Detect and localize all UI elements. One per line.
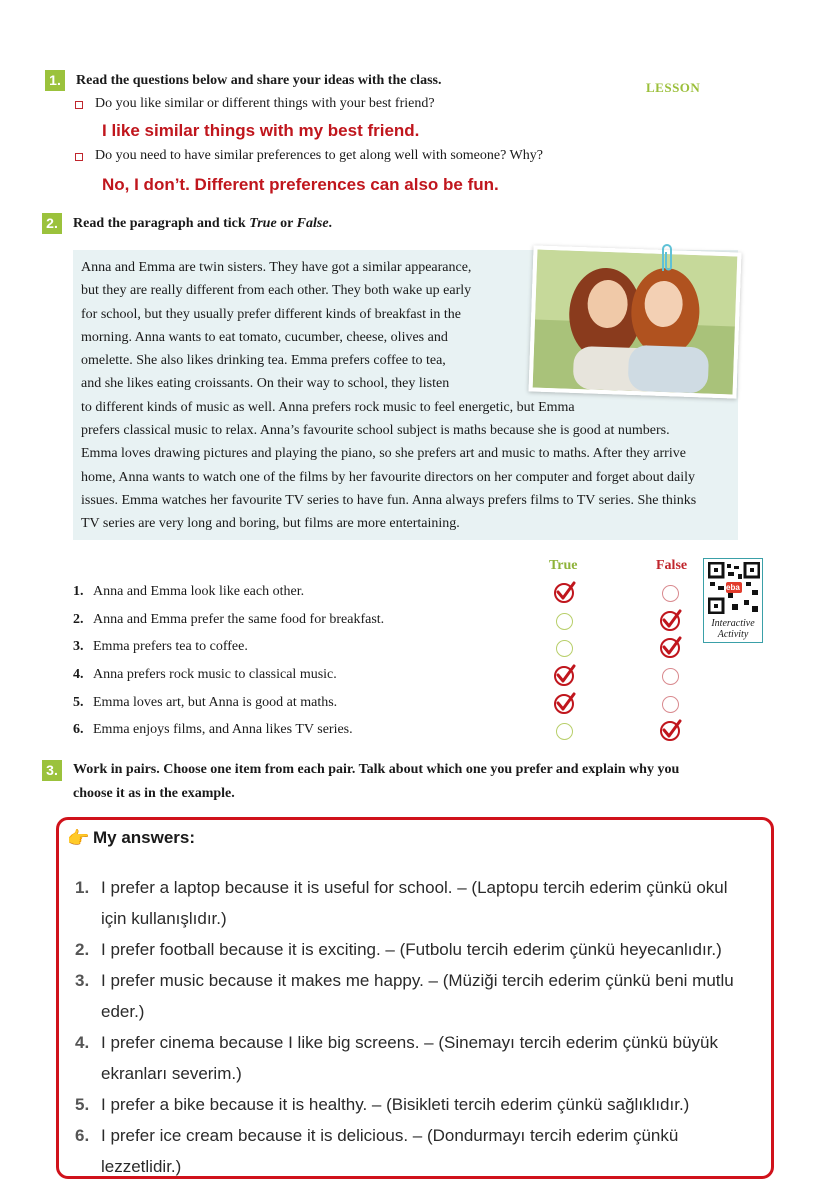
section-1-number: 1. [45, 70, 65, 91]
section-3-instruction-line-1: Work in pairs. Choose one item from each pair. Talk about which one you prefer and explain why you [73, 762, 680, 777]
answer-text: I prefer ice cream because it is delicious. – (Dondurmayı tercih ederim çünkü [101, 1126, 679, 1145]
statement-row [73, 667, 337, 683]
paragraph-line: morning. Anna wants to eat tomato, cucumber, cheese, olives and [81, 329, 448, 345]
answer-number: 5. [75, 1095, 90, 1114]
answers-list [75, 872, 765, 1182]
paragraph-line: omelette. She also likes drinking tea. Emma prefers coffee to tea, [81, 353, 446, 369]
empty-false-circle[interactable] [662, 585, 679, 602]
paragraph-line: issues. Emma watches her favourite TV series to have fun. Anna always prefers films to TV series. She thinks [81, 492, 697, 508]
statement-text: Emma enjoys films, and Anna likes TV series. [93, 722, 353, 737]
statement-row [73, 639, 248, 655]
statement-text: Anna and Emma prefer the same food for breakfast. [93, 612, 385, 627]
statement-row [73, 612, 384, 628]
section-2-number: 2. [42, 213, 62, 234]
empty-false-circle[interactable] [662, 696, 679, 713]
bullet-icon [75, 153, 83, 161]
answer-text: I prefer a bike because it is healthy. – (Bisikleti tercih ederim çünkü sağlıklıdır.) [101, 1095, 690, 1114]
statement-number: 3. [73, 639, 84, 654]
empty-false-circle[interactable] [662, 668, 679, 685]
answer-number: 4. [75, 1033, 90, 1052]
statement-text: Emma prefers tea to coffee. [93, 639, 248, 654]
statement-row [73, 584, 304, 600]
answer-continuation: için kullanışlıdır.) [101, 909, 227, 928]
column-header-true: True [549, 558, 578, 573]
answer-text: I prefer a laptop because it is useful for school. – (Laptopu tercih ederim çünkü okul [101, 878, 728, 897]
statement-text: Anna prefers rock music to classical music. [93, 667, 337, 682]
answer-number: 6. [75, 1126, 90, 1145]
answer-number: 2. [75, 940, 90, 959]
answer-continuation: lezzetlidir.) [101, 1157, 182, 1176]
statement-number: 5. [73, 695, 84, 710]
paragraph-line: for school, but they usually prefer different kinds of breakfast in the [81, 306, 461, 322]
empty-true-circle[interactable] [556, 613, 573, 630]
eba-badge: eba [726, 583, 740, 592]
answer-item [75, 1027, 765, 1089]
statement-number: 1. [73, 584, 84, 599]
answer-continuation: ekranları severim.) [101, 1064, 242, 1083]
empty-true-circle[interactable] [556, 640, 573, 657]
paragraph-line: home, Anna wants to watch one of the films by her favourite directors on her computer and forget about daily [81, 469, 696, 485]
statement-row [73, 722, 353, 738]
answer-item [75, 934, 765, 965]
answer-number: 3. [75, 971, 90, 990]
paragraph-line: and she likes eating croissants. On their way to school, they listen [81, 376, 450, 392]
statement-text: Emma loves art, but Anna is good at maths. [93, 695, 338, 710]
section-3-number: 3. [42, 760, 62, 781]
pointing-hand-icon: 👉 [67, 828, 90, 848]
my-answers-title: My answers: [93, 828, 196, 847]
section-1-answer-2: No, I don’t. Different preferences can also be fun. [102, 175, 499, 194]
paragraph-line: Emma loves drawing pictures and playing the piano, so she prefers art and music to maths. After they arrive [81, 446, 686, 462]
answer-text: I prefer music because it makes me happy. – (Müziği tercih ederim çünkü beni mutlu [101, 971, 734, 990]
answer-number: 1. [75, 878, 90, 897]
empty-true-circle[interactable] [556, 723, 573, 740]
statement-number: 4. [73, 667, 84, 682]
answer-item [75, 872, 765, 934]
reading-paragraph [81, 256, 731, 536]
statement-number: 2. [73, 612, 84, 627]
answer-item [75, 1120, 765, 1182]
answer-text: I prefer cinema because I like big screens. – (Sinemayı tercih ederim çünkü büyük [101, 1033, 719, 1052]
bullet-icon [75, 101, 83, 109]
qr-label-line-1: Interactive [711, 618, 755, 629]
column-header-false: False [656, 558, 688, 573]
lesson-label: LESSON [646, 80, 701, 95]
section-1-answer-1: I like similar things with my best friend. [102, 121, 420, 140]
section-2-instruction: Read the paragraph and tick True or False. [73, 216, 333, 231]
section-1-question-1: Do you like similar or different things with your best friend? [95, 96, 435, 111]
statement-row [73, 695, 337, 711]
section-1-question-2: Do you need to have similar preferences to get along well with someone? Why? [95, 148, 543, 163]
answer-item [75, 965, 765, 1027]
qr-code-card[interactable] [703, 558, 763, 643]
qr-label-line-2: Activity [717, 629, 749, 640]
answer-continuation: eder.) [101, 1002, 145, 1021]
answer-item [75, 1089, 765, 1120]
statement-number: 6. [73, 722, 84, 737]
paragraph-line: prefers classical music to relax. Anna’s favourite school subject is maths because she is good at numbers. [81, 423, 670, 439]
section-1-instruction: Read the questions below and share your ideas with the class. [76, 73, 442, 88]
paragraph-line: Anna and Emma are twin sisters. They have got a similar appearance, [81, 260, 472, 275]
statement-text: Anna and Emma look like each other. [93, 584, 305, 599]
paragraph-line: to different kinds of music as well. Anna prefers rock music to feel energetic, but Emma [81, 399, 575, 415]
paragraph-line: TV series are very long and boring, but films are more entertaining. [81, 516, 460, 532]
answer-text: I prefer football because it is exciting. – (Futbolu tercih ederim çünkü heyecanlıdır.) [101, 940, 722, 959]
my-answers-box [56, 817, 774, 1179]
section-3-instruction-line-2: choose it as in the example. [73, 786, 235, 801]
paragraph-line: but they are really different from each other. They both wake up early [81, 283, 472, 299]
